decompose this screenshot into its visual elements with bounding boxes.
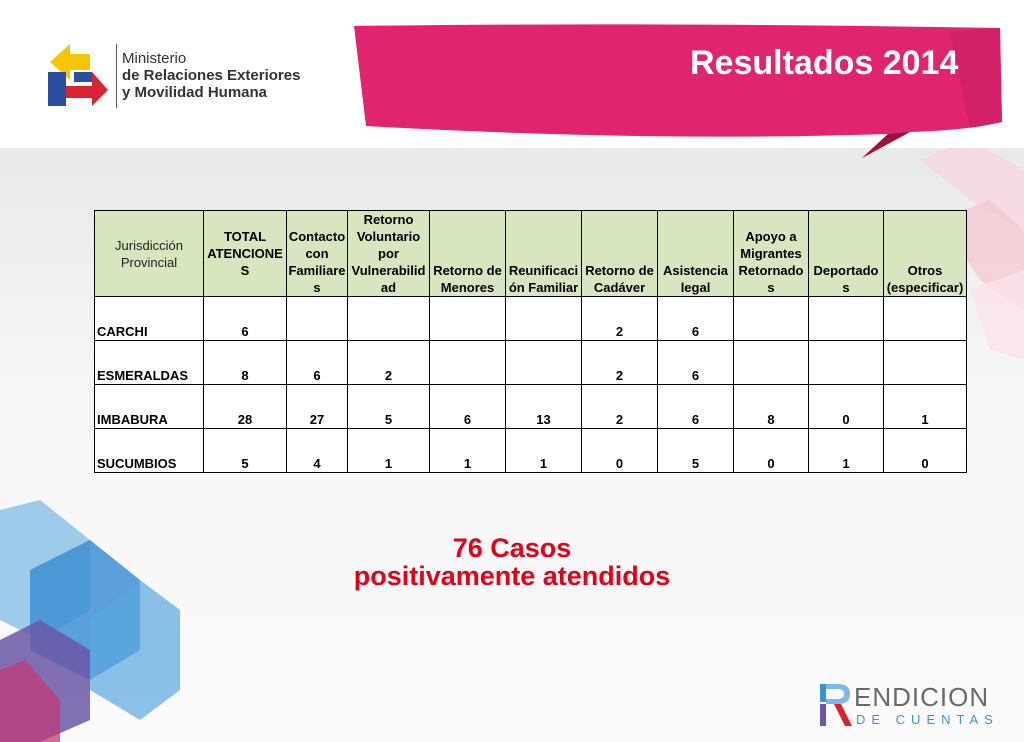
table-cell	[884, 297, 967, 341]
column-header-line: (especificar)	[886, 280, 964, 295]
column-header-line: Voluntario	[356, 229, 421, 244]
table-cell: 0	[734, 429, 809, 473]
table-cell	[506, 297, 582, 341]
column-header	[658, 211, 734, 297]
column-header-line: TOTAL	[223, 229, 267, 244]
table-cell	[809, 341, 884, 385]
column-header-line: Familiare	[288, 263, 346, 278]
column-header-line: Retorno de	[433, 263, 502, 278]
column-header-line: S	[240, 263, 250, 278]
table-cell	[430, 297, 506, 341]
column-header-line: s	[842, 280, 850, 295]
table-cell: 1	[430, 429, 506, 473]
column-header-line: Contacto	[288, 229, 346, 244]
table-cell: 2	[582, 385, 658, 429]
column-header-line: Retorno	[363, 212, 414, 227]
column-header-line: Retornado	[738, 263, 804, 278]
ministry-name-line1: Ministerio	[122, 50, 187, 67]
table-cell: 1	[506, 429, 582, 473]
column-header-line: Deportado	[813, 263, 879, 278]
table-cell: 0	[582, 429, 658, 473]
ministry-name	[122, 50, 300, 101]
table-cell: 13	[506, 385, 582, 429]
column-header-line: por	[378, 246, 399, 261]
table-cell: 6	[658, 297, 734, 341]
column-header	[506, 211, 582, 297]
rendicion-de-cuentas-logo	[818, 680, 1008, 732]
column-header-line: Retorno de	[585, 263, 654, 278]
column-header-line: Otros	[907, 263, 943, 278]
column-header	[430, 211, 506, 297]
ministry-logo	[44, 42, 314, 112]
table-cell: 6	[430, 385, 506, 429]
table-cell: 2	[582, 297, 658, 341]
table-cell: 8	[734, 385, 809, 429]
table-cell	[348, 297, 430, 341]
column-header-line: ad	[380, 280, 397, 295]
table-cell: 8	[204, 341, 287, 385]
table-row	[95, 429, 967, 473]
table-row	[95, 297, 967, 341]
rendicion-r-icon	[818, 680, 854, 730]
summary-text	[0, 534, 1024, 590]
table-cell: 27	[287, 385, 348, 429]
table-cell: 6	[204, 297, 287, 341]
table-cell	[884, 341, 967, 385]
table-cell: 6	[658, 341, 734, 385]
table-cell	[809, 297, 884, 341]
column-header-line: legal	[680, 280, 711, 295]
column-header-line: ATENCIONE	[207, 246, 283, 261]
table-body	[95, 297, 967, 473]
table-cell: 6	[287, 341, 348, 385]
column-header-line: Migrantes	[740, 246, 802, 261]
table-cell-province: CARCHI	[95, 297, 204, 341]
table-cell-province: IMBABURA	[95, 385, 204, 429]
column-header-line: s	[767, 280, 775, 295]
summary-line1: 76 Casos	[452, 533, 572, 563]
column-header-line: Asistencia	[662, 263, 729, 278]
table-cell: 2	[582, 341, 658, 385]
rendicion-word1: ENDICION	[854, 682, 990, 712]
column-header	[734, 211, 809, 297]
title-banner	[350, 22, 1010, 162]
table-cell: 2	[348, 341, 430, 385]
table-cell: 6	[658, 385, 734, 429]
column-header-line: ón Familiar	[508, 280, 579, 295]
column-header-line: Menores	[440, 280, 495, 295]
table-cell: 1	[809, 429, 884, 473]
table-cell: 28	[204, 385, 287, 429]
table-cell-province: ESMERALDAS	[95, 341, 204, 385]
slide-header	[0, 0, 1024, 148]
column-header-line: s	[313, 280, 321, 295]
table-header-row	[95, 211, 967, 297]
table-cell-province: SUCUMBIOS	[95, 429, 204, 473]
table-row	[95, 385, 967, 429]
logo-separator	[116, 44, 117, 108]
table-cell	[287, 297, 348, 341]
table-cell	[734, 341, 809, 385]
table-cell: 4	[287, 429, 348, 473]
ministry-name-line3: y Movilidad Humana	[122, 84, 268, 101]
table-cell	[430, 341, 506, 385]
results-table	[94, 210, 967, 473]
column-header-line: Apoyo a	[745, 229, 797, 244]
column-header-line: Jurisdicción	[115, 237, 183, 253]
column-header-line: Reunificaci	[508, 263, 579, 278]
column-header	[809, 211, 884, 297]
table-cell: 5	[204, 429, 287, 473]
table-cell	[734, 297, 809, 341]
ministry-name-line2: de Relaciones Exteriores	[122, 67, 301, 84]
table-cell: 1	[348, 429, 430, 473]
column-header	[95, 211, 204, 297]
column-header	[348, 211, 430, 297]
column-header-line: Provincial	[120, 254, 178, 270]
table-cell: 1	[884, 385, 967, 429]
table-cell: 5	[658, 429, 734, 473]
table-cell: 0	[809, 385, 884, 429]
ministry-emblem-icon	[44, 42, 110, 108]
column-header	[884, 211, 967, 297]
column-header	[582, 211, 658, 297]
table-cell: 5	[348, 385, 430, 429]
page-title: Resultados 2014	[690, 44, 959, 82]
column-header-line: Vulnerabilid	[351, 263, 426, 278]
table-cell: 0	[884, 429, 967, 473]
column-header	[204, 211, 287, 297]
table-cell	[506, 341, 582, 385]
column-header	[287, 211, 348, 297]
rendicion-word2: DE CUENTAS	[856, 712, 999, 727]
column-header-line: con	[305, 246, 329, 261]
summary-line2: positivamente atendidos	[353, 561, 671, 591]
table-row	[95, 341, 967, 385]
column-header-line: Cadáver	[593, 280, 646, 295]
